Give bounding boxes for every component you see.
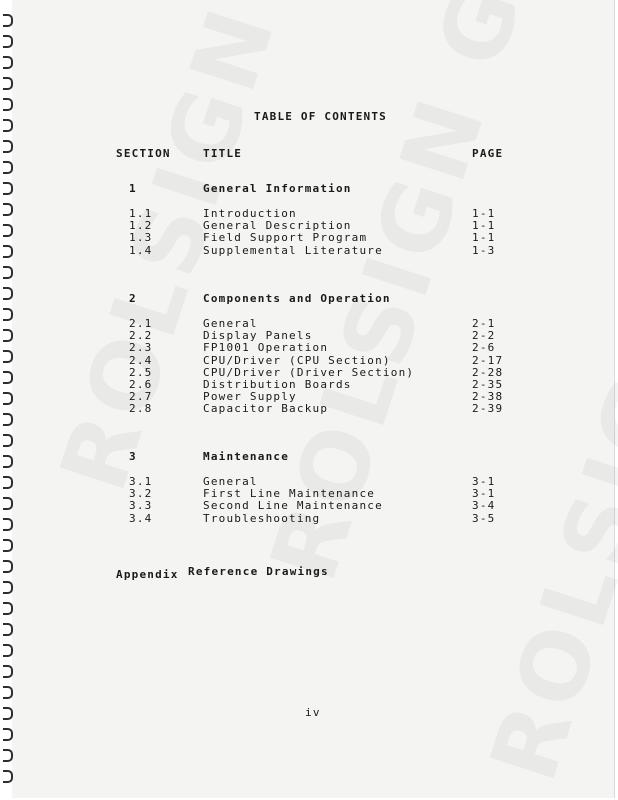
toc-item-page: 1-3 bbox=[472, 243, 496, 257]
binding-ring bbox=[3, 308, 13, 321]
binding-ring bbox=[3, 455, 13, 468]
page-number: iv bbox=[305, 706, 321, 719]
toc-item-number: 2.3 bbox=[129, 341, 153, 355]
appendix-label: Appendix bbox=[116, 568, 179, 581]
section-title: General Information bbox=[203, 182, 352, 195]
toc-item-page: 2-38 bbox=[472, 390, 504, 404]
toc-item-title: General Description bbox=[203, 219, 352, 233]
binding-ring bbox=[3, 434, 13, 447]
toc-item-title: FP1001 Operation bbox=[203, 341, 329, 355]
appendix-title: Reference Drawings bbox=[188, 565, 329, 578]
toc-item-title: Second Line Maintenance bbox=[203, 499, 383, 513]
binding-ring bbox=[3, 665, 13, 678]
toc-item-title: Troubleshooting bbox=[203, 511, 321, 525]
binding-ring bbox=[3, 497, 13, 510]
toc-item-page: 3-4 bbox=[472, 499, 496, 513]
toc-item-title: Supplemental Literature bbox=[203, 243, 383, 257]
binding-ring bbox=[3, 749, 13, 762]
toc-item-number: 2.6 bbox=[129, 378, 153, 391]
binding-ring bbox=[3, 140, 13, 153]
binding-ring bbox=[3, 770, 13, 783]
spiral-binding bbox=[0, 0, 16, 800]
toc-item-number: 3.3 bbox=[129, 499, 153, 513]
toc-item-number: 3.1 bbox=[129, 475, 153, 488]
toc-item-number: 1.3 bbox=[129, 231, 153, 245]
binding-ring bbox=[3, 686, 13, 699]
toc-item-page: 2-39 bbox=[472, 402, 504, 416]
toc-item-number: 2.8 bbox=[129, 402, 153, 416]
binding-ring bbox=[3, 581, 13, 594]
toc-item-number: 1.4 bbox=[129, 243, 153, 257]
toc-item-page: 3-5 bbox=[472, 511, 496, 525]
binding-ring bbox=[3, 413, 13, 426]
toc-item-number: 1.2 bbox=[129, 219, 153, 233]
binding-ring bbox=[3, 287, 13, 300]
binding-ring bbox=[3, 560, 13, 573]
toc-item-number: 2.5 bbox=[129, 365, 153, 379]
toc-item-title: CPU/Driver (Driver Section) bbox=[203, 365, 415, 379]
toc-item-page: 2-2 bbox=[472, 329, 496, 343]
toc-item-page: 2-17 bbox=[472, 353, 504, 367]
column-header-section: SECTION bbox=[116, 147, 171, 160]
binding-ring bbox=[3, 644, 13, 657]
binding-ring bbox=[3, 119, 13, 132]
toc-item-page: 2-1 bbox=[472, 317, 496, 330]
section-number: 1 bbox=[129, 182, 137, 195]
toc-item-title: CPU/Driver (CPU Section) bbox=[203, 353, 391, 367]
toc-item-title: Field Support Program bbox=[203, 231, 368, 245]
toc-item-number: 2.2 bbox=[129, 329, 153, 343]
binding-ring bbox=[3, 392, 13, 405]
toc-item-number: 1.1 bbox=[129, 207, 153, 220]
toc-item-page: 1-1 bbox=[472, 219, 496, 233]
toc-item-title: General bbox=[203, 475, 258, 488]
toc-item-number: 3.2 bbox=[129, 487, 153, 501]
binding-ring bbox=[3, 182, 13, 195]
toc-item-number: 2.7 bbox=[129, 390, 153, 404]
section-number: 2 bbox=[129, 292, 137, 305]
toc-item-page: 1-1 bbox=[472, 207, 496, 220]
binding-ring bbox=[3, 728, 13, 741]
toc-item-page: 2-35 bbox=[472, 378, 504, 391]
binding-ring bbox=[3, 623, 13, 636]
binding-ring bbox=[3, 476, 13, 489]
toc-item-title: Distribution Boards bbox=[203, 378, 352, 391]
toc-item-title: Display Panels bbox=[203, 329, 313, 343]
toc-title: TABLE OF CONTENTS bbox=[254, 110, 387, 123]
binding-ring bbox=[3, 266, 13, 279]
binding-ring bbox=[3, 539, 13, 552]
binding-ring bbox=[3, 371, 13, 384]
toc-item-page: 3-1 bbox=[472, 487, 496, 501]
toc-item-page: 3-1 bbox=[472, 475, 496, 488]
binding-ring bbox=[3, 56, 13, 69]
toc-item-number: 3.4 bbox=[129, 511, 153, 525]
toc-item-title: Introduction bbox=[203, 207, 297, 220]
binding-ring bbox=[3, 350, 13, 363]
toc-item-title: Capacitor Backup bbox=[203, 402, 329, 416]
binding-ring bbox=[3, 98, 13, 111]
toc-item-title: General bbox=[203, 317, 258, 330]
binding-ring bbox=[3, 14, 13, 27]
binding-ring bbox=[3, 35, 13, 48]
section-title: Maintenance bbox=[203, 450, 290, 463]
binding-ring bbox=[3, 77, 13, 90]
binding-ring bbox=[3, 245, 13, 258]
toc-item-title: Power Supply bbox=[203, 390, 297, 404]
binding-ring bbox=[3, 329, 13, 342]
toc-item-number: 2.1 bbox=[129, 317, 153, 330]
toc-item-page: 2-28 bbox=[472, 365, 504, 379]
binding-ring bbox=[3, 602, 13, 615]
toc-item-page: 1-1 bbox=[472, 231, 496, 245]
toc-item-number: 2.4 bbox=[129, 353, 153, 367]
section-title: Components and Operation bbox=[203, 292, 391, 305]
binding-ring bbox=[3, 518, 13, 531]
binding-ring bbox=[3, 203, 13, 216]
binding-ring bbox=[3, 224, 13, 237]
binding-ring bbox=[3, 707, 13, 720]
column-header-title: TITLE bbox=[203, 147, 243, 160]
toc-item-title: First Line Maintenance bbox=[203, 487, 376, 501]
binding-ring bbox=[3, 161, 13, 174]
column-header-page: PAGE bbox=[472, 147, 504, 160]
toc-item-page: 2-6 bbox=[472, 341, 496, 355]
section-number: 3 bbox=[129, 450, 137, 463]
